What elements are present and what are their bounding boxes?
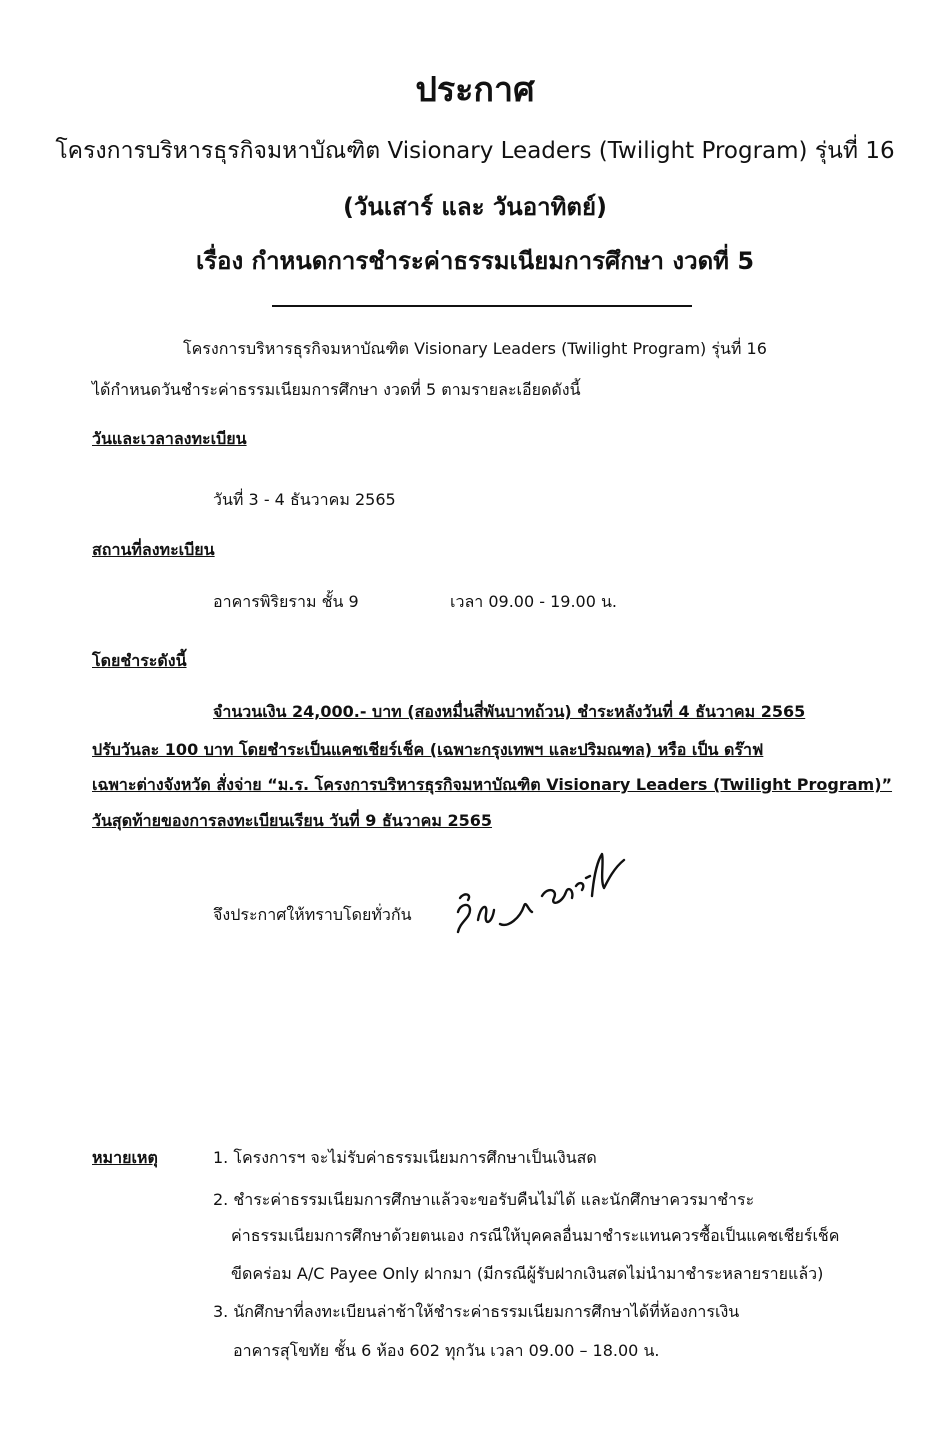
payment-line-1: จำนวนเงิน 24,000.- บาท (สองหมื่นสี่พันบาทถ้วน) ชำระหลังวันที่ 4 ธันวาคม 2565 (213, 702, 806, 721)
payment-line-3: เฉพาะต่างจังหวัด สั่งจ่าย “ม.ร. โครงการบริหารธุรกิจมหาบัณฑิต Visionary Leaders (Twilight Program)” (92, 775, 893, 794)
note-item-3-line-2: อาคารสุโขทัย ชั้น 6 ห้อง 602 ทุกวัน เวลา 09.00 – 18.00 น. (233, 1341, 660, 1360)
registration-date-heading: วันและเวลาลงทะเบียน (92, 429, 247, 448)
registration-date-value: วันที่ 3 - 4 ธันวาคม 2565 (213, 490, 396, 509)
announcement-title: ประกาศ (415, 70, 535, 110)
subject-line: เรื่อง กำหนดการชำระค่าธรรมเนียมการศึกษา งวดที่ 5 (195, 247, 755, 275)
days-line: (วันเสาร์ และ วันอาทิตย์) (342, 193, 608, 221)
registration-place-heading: สถานที่ลงทะเบียน (92, 540, 215, 559)
note-item-3-line-1: 3. นักศึกษาที่ลงทะเบียนล่าช้าให้ชำระค่าธรรมเนียมการศึกษาได้ที่ห้องการเงิน (213, 1302, 740, 1321)
header-divider (272, 305, 692, 307)
notes-heading: หมายเหตุ (92, 1148, 158, 1167)
program-line: โครงการบริหารธุรกิจมหาบัณฑิต Visionary Leaders (Twilight Program) รุ่นที่ 16 (55, 138, 895, 164)
signature-image (448, 840, 638, 940)
closing-text: จึงประกาศให้ทราบโดยทั่วกัน (213, 905, 412, 924)
note-item-1: 1. โครงการฯ จะไม่รับค่าธรรมเนียมการศึกษาเป็นเงินสด (213, 1148, 597, 1167)
note-item-2-line-1: 2. ชำระค่าธรรมเนียมการศึกษาแล้วจะขอรับคืนไม่ได้ และนักศึกษาควรมาชำระ (213, 1190, 755, 1209)
note-item-2-line-2: ค่าธรรมเนียมการศึกษาด้วยตนเอง กรณีให้บุคคลอื่นมาชำระแทนควรซื้อเป็นแคชเชียร์เช็ค (231, 1226, 840, 1245)
registration-time: เวลา 09.00 - 19.00 น. (450, 592, 617, 611)
intro-line-2: ได้กำหนดวันชำระค่าธรรมเนียมการศึกษา งวดที่ 5 ตามรายละเอียดดังนี้ (92, 380, 581, 399)
intro-line-1: โครงการบริหารธุรกิจมหาบัณฑิต Visionary Leaders (Twilight Program) รุ่นที่ 16 (183, 339, 767, 358)
note-item-2-line-3: ขีดคร่อม A/C Payee Only ฝากมา (มีกรณีผู้รับฝากเงินสดไม่นำมาชำระหลายรายแล้ว) (231, 1264, 824, 1283)
payment-line-2: ปรับวันละ 100 บาท โดยชำระเป็นแคชเชียร์เช็ค (เฉพาะกรุงเทพฯ และปริมณฑล) หรือ เป็น ดร๊าฟ (92, 740, 764, 759)
payment-line-4: วันสุดท้ายของการลงทะเบียนเรียน วันที่ 9 ธันวาคม 2565 (92, 811, 493, 830)
registration-building: อาคารพิริยราม ชั้น 9 (213, 592, 359, 611)
payment-heading: โดยชำระดังนี้ (92, 651, 187, 670)
